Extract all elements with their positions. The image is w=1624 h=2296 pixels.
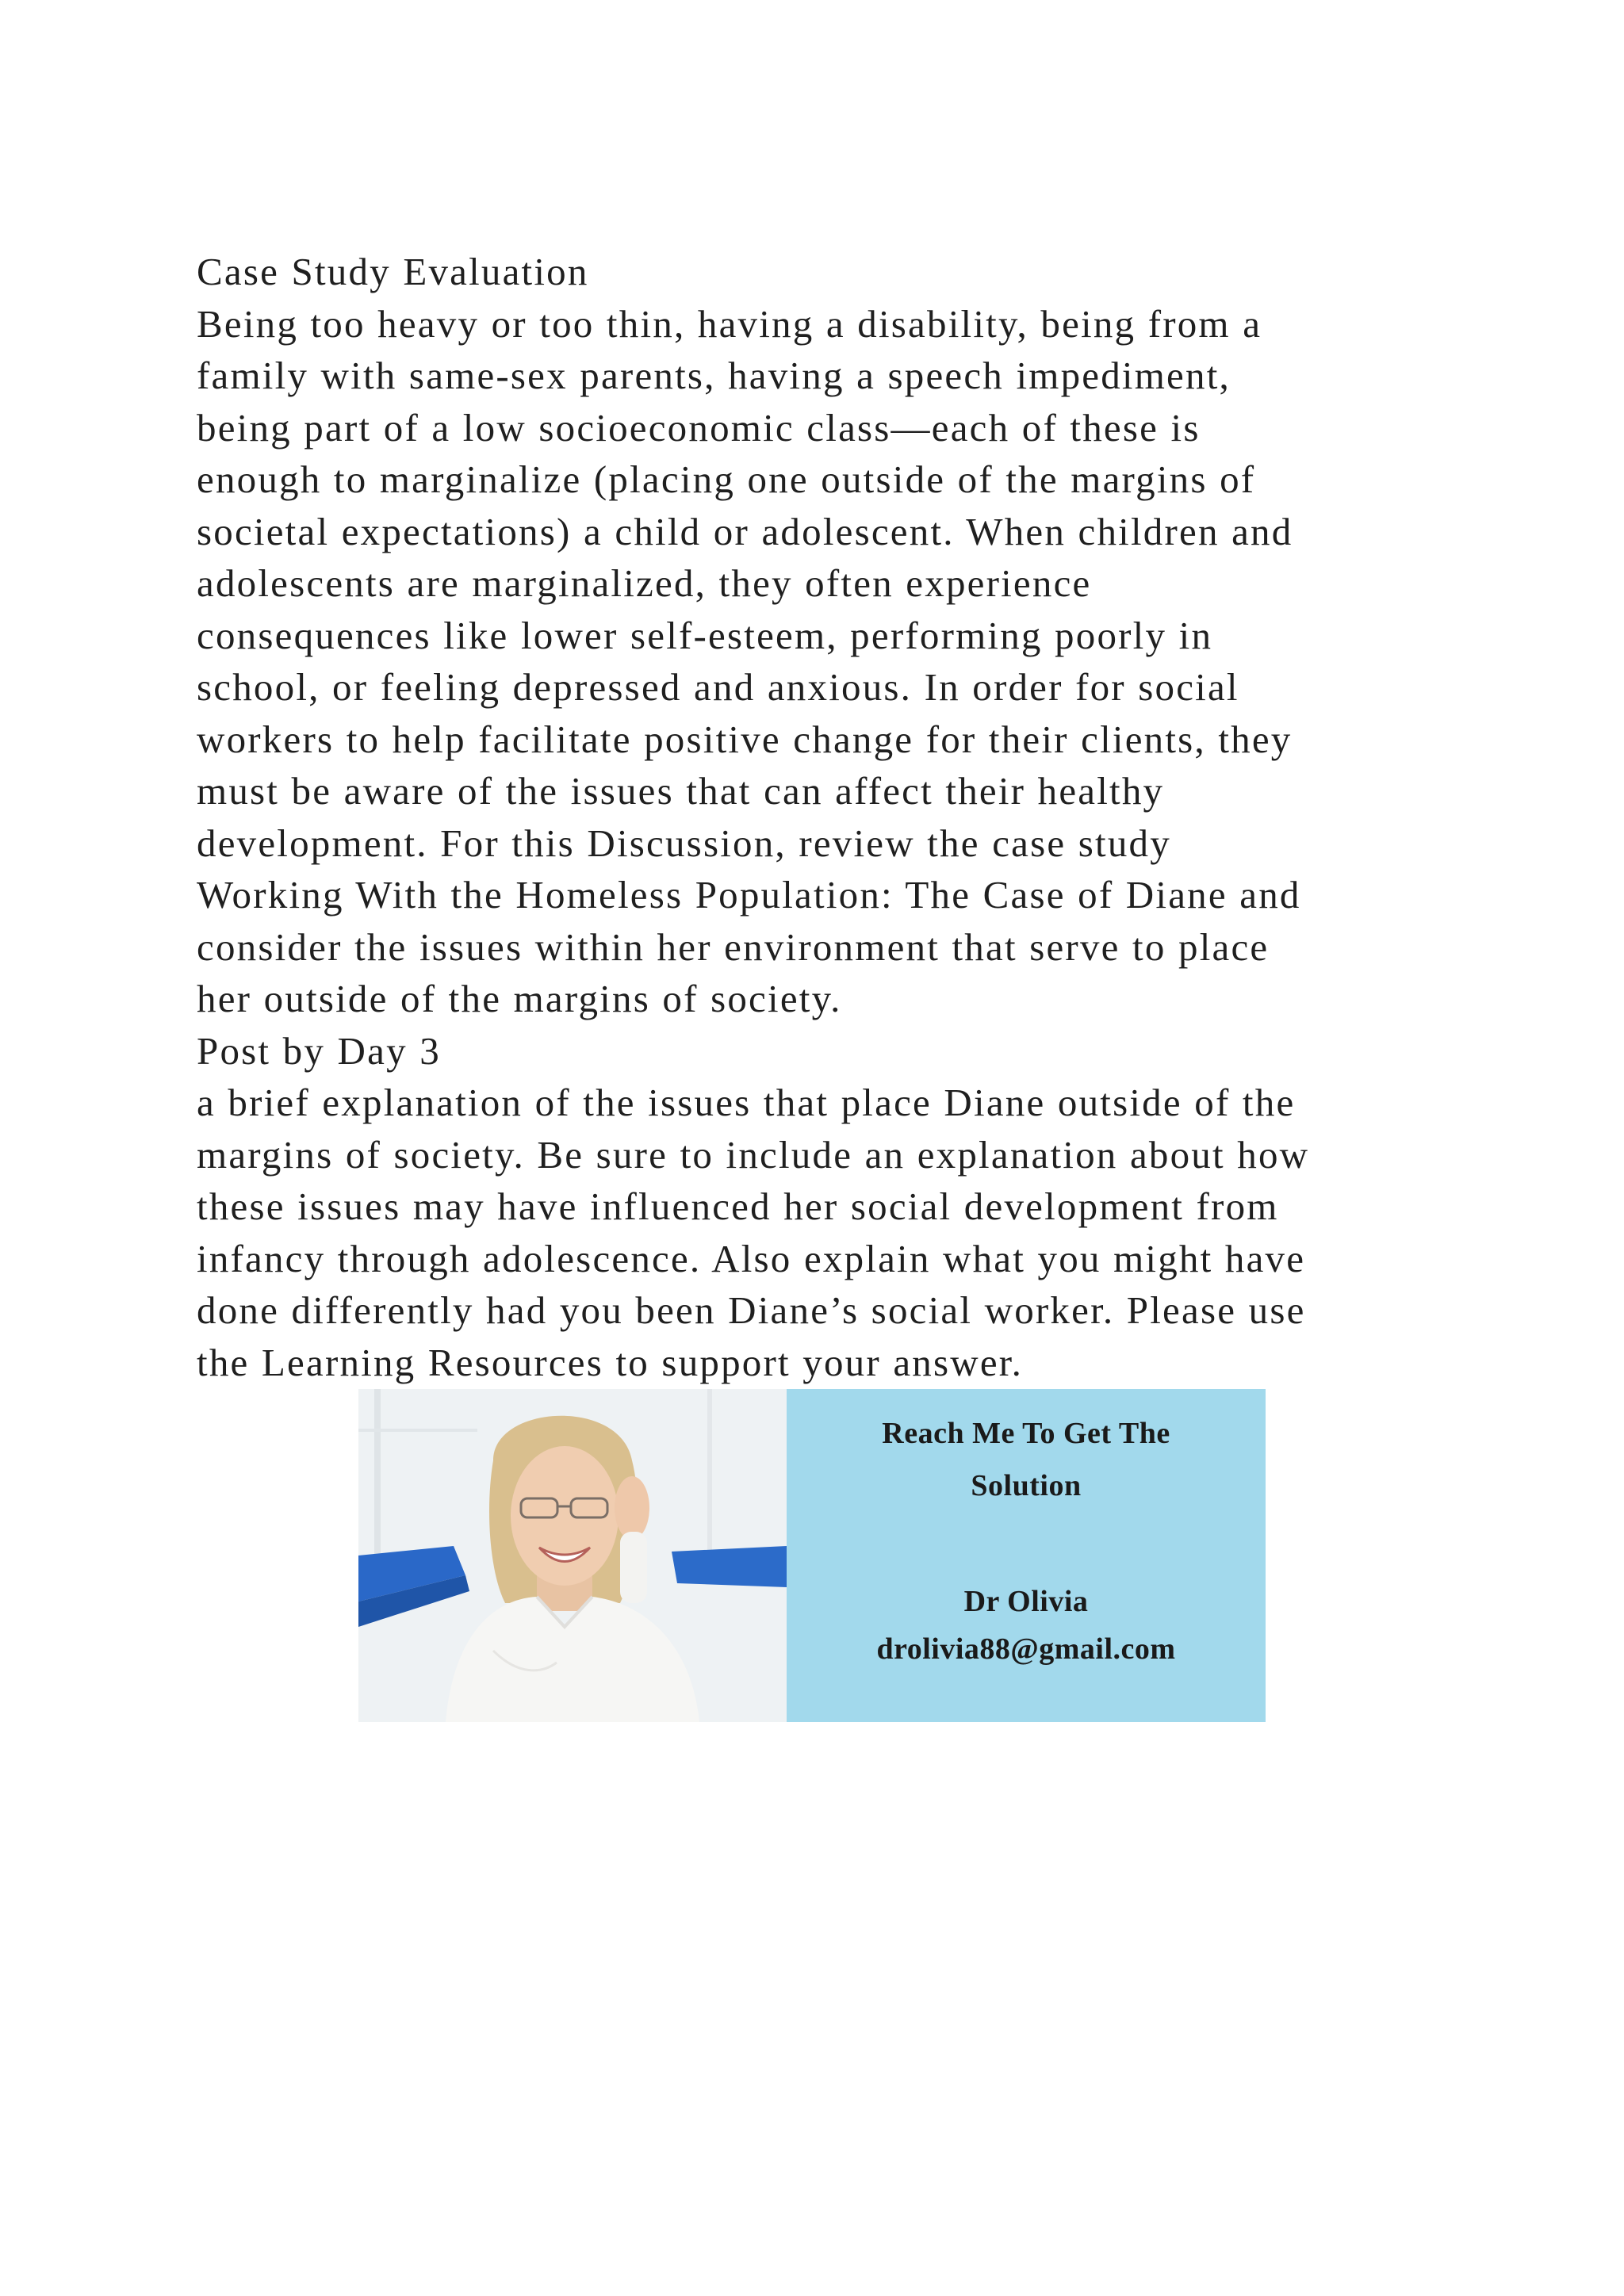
paragraph-2-line: done differently had you been Diane’s social worker. Please use (197, 1288, 1306, 1332)
contact-email: drolivia88@gmail.com (876, 1632, 1176, 1666)
contact-name: Dr Olivia (963, 1585, 1089, 1618)
paragraph-1-line: development. For this Discussion, review the case study (197, 821, 1171, 865)
paragraph-1-line: societal expectations) a child or adolescent. When children and (197, 509, 1293, 553)
paragraph-1-line: enough to marginalize (placing one outside of the margins of (197, 457, 1256, 501)
paragraph-1-line: being part of a low socioeconomic class—each of these is (197, 405, 1201, 450)
paragraph-2-line: infancy through adolescence. Also explain what you might have (197, 1236, 1306, 1280)
paragraph-1-line: workers to help facilitate positive change for their clients, they (197, 717, 1293, 761)
paragraph-2-line: the Learning Resources to support your answer. (197, 1340, 1024, 1384)
subheading: Post by Day 3 (197, 1028, 441, 1073)
paragraph-1-line: Working With the Homeless Population: The Case of Diane and (197, 873, 1301, 916)
contact-panel (787, 1389, 1266, 1722)
paragraph-1-line: family with same-sex parents, having a speech impediment, (197, 354, 1231, 397)
paragraph-2-line: a brief explanation of the issues that place Diane outside of the (197, 1081, 1296, 1124)
promo-banner (358, 1389, 1266, 1722)
paragraph-2-line: margins of society. Be sure to include an explanation about how (197, 1132, 1310, 1177)
paragraph-1-line: her outside of the margins of society. (197, 977, 842, 1020)
paragraph-1-line: must be aware of the issues that can affect their healthy (197, 769, 1165, 813)
paragraph-1-line: adolescents are marginalized, they often experience (197, 561, 1092, 605)
woman-photo-illustration (358, 1389, 787, 1722)
paragraph-1-line: Being too heavy or too thin, having a disability, being from a (197, 301, 1262, 346)
paragraph-1-line: consequences like lower self-esteem, performing poorly in (197, 613, 1213, 657)
document-body (197, 246, 1497, 1388)
document-title: Case Study Evaluation (197, 250, 589, 293)
paragraph-1-line: consider the issues within her environment that serve to place (197, 924, 1270, 969)
promo-line-2: Solution (971, 1469, 1082, 1502)
woman-photo (358, 1389, 787, 1722)
paragraph-1-line: school, or feeling depressed and anxious. In order for social (197, 665, 1239, 709)
paragraph-2-line: these issues may have influenced her social development from (197, 1184, 1279, 1228)
promo-line-1: Reach Me To Get The (882, 1417, 1170, 1450)
